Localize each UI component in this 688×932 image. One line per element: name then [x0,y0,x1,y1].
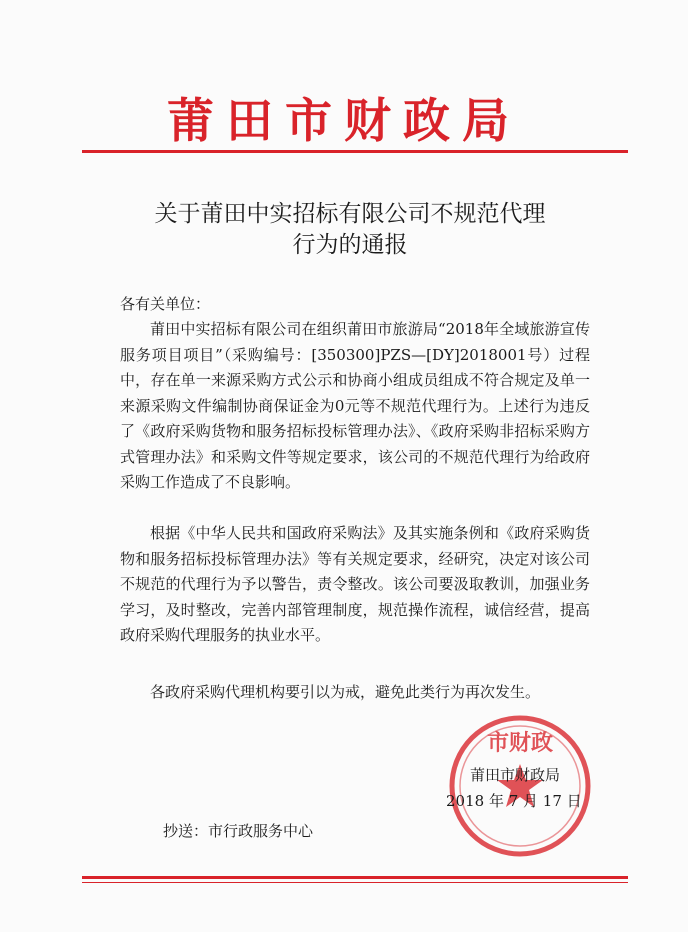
footer-red-rule [82,876,628,879]
body-paragraph-3: 各政府采购代理机构要引以为戒，避免此类行为再次发生。 [150,683,541,701]
salutation: 各有关单位： [120,295,211,313]
notice-title-line1: 关于莆田中实招标有限公司不规范代理 [154,201,546,227]
agency-masthead: 莆田市财政局 [167,94,521,149]
notice-title-line2: 行为的通报 [292,232,408,258]
body-paragraph-2: 根据《中华人民共和国政府采购法》及其实施条例和《政府采购货物和服务招标投标管理办法》等有关规定要求，经研究，决定对该公司不规范的代理行为予以警告，责令整改。该公司要汲取教训，加强业务学习，及时整改，完善内部管理制度，规范操作流程，诚信经营，提高政府采购代理服务的执业水平。 [120,524,590,644]
svg-text:市财政: 市财政 [486,731,554,756]
official-seal-stamp [446,712,594,860]
issue-date: 2018 年 7 月 17 日 [446,792,582,810]
cc-line: 抄送：市行政服务中心 [163,822,314,840]
header-red-rule [82,150,628,153]
issuer-signature: 莆田市财政局 [470,766,561,784]
body-paragraph-1: 莆田中实招标有限公司在组织莆田市旅游局“2018年全域旅游宣传服务项目项目”（采购编号：[350300]PZS—[DY]2018001号）过程中，存在单一来源采购方式公示和协商小组成员组成不符合规定及单一来源采购文件编制协商保证金为0元等不规范代理行为。上述行为违反了《政府采购货物和服务招标投标管理办法》、《政府采购非招标采购方式管理办法》和采购文件等规定要求，该公司的不规范代理行为给政府采购工作造成了不良影响。 [120,320,590,491]
